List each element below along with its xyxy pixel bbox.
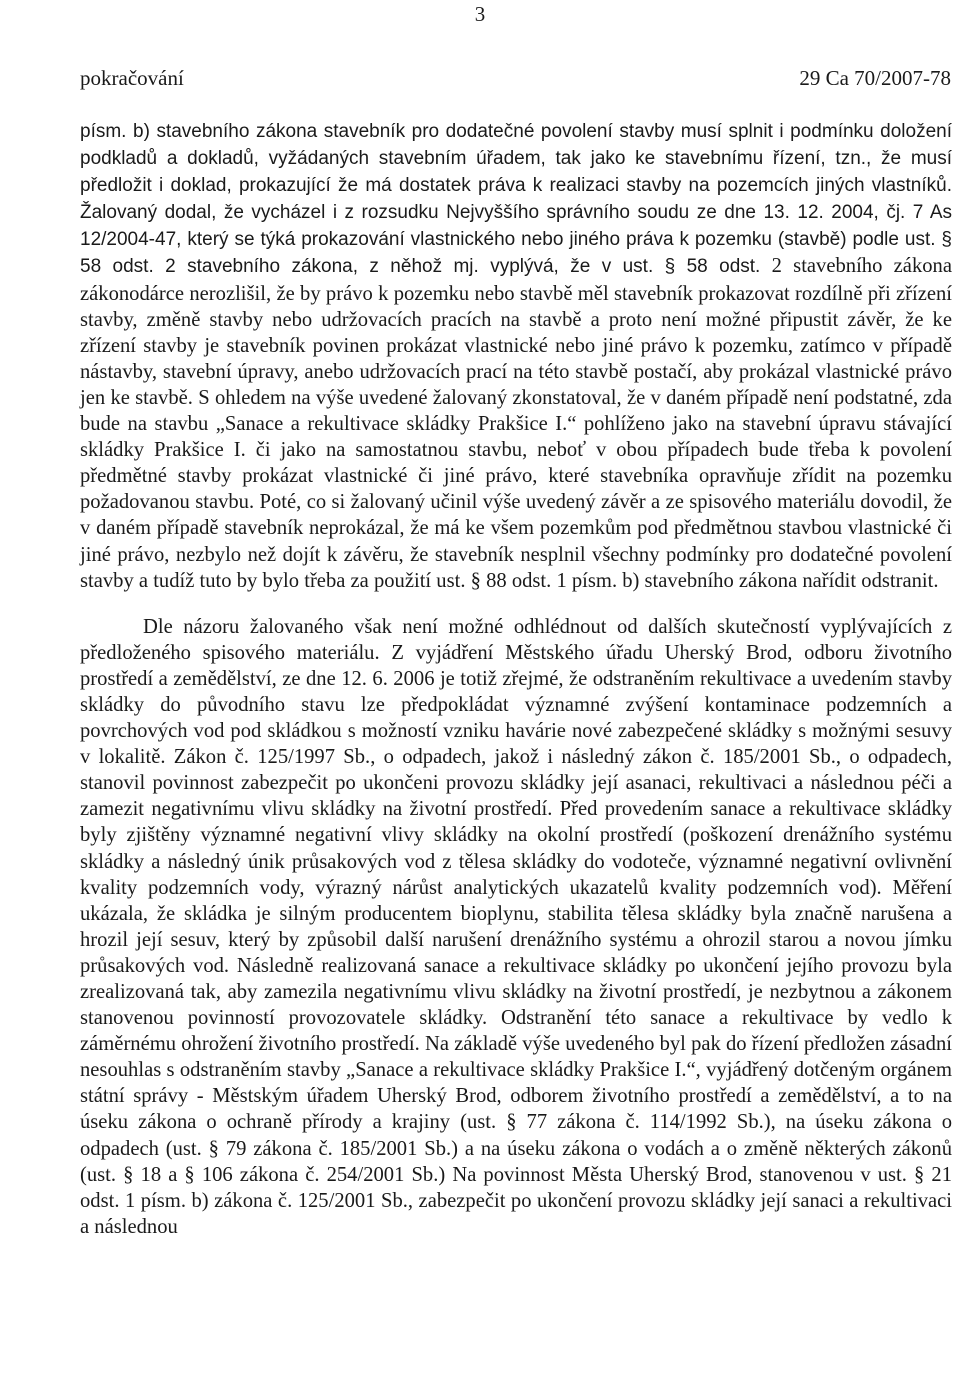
paragraph-1-part-2: 2 stavebního zákona zákonodárce nerozlišil, že by právo k pozemku nebo stavbě měl stavebník prokazovat rozdílně při zřízení stavby, změně stavby nebo udržovacích pracích na stavbě a proto není možné připustit závěr, že ke zřízení stavby je stavebník povinen prokázat vlastnické nebo jiné právo k pozemku, zatímco v případě nástavby, stavební úpravy, anebo udržovacích prací na této stavbě postačí, aby prokázal vlastnické právo jen ke stavbě. S ohledem na výše uvedené žalovaný zkonstatoval, že v daném případě není podstatné, zda bude na stavbu „Sanace a rekultivace skládky Prakšice I.“ pohlíženo jako na stavební úpravu stávající skládky Prakšice I. či jako na samostatnou stavbu, neboť v obou případech bude třeba k povolení předmětné stavby prokázat vlastnické či jiné právo, které stavebníka opravňuje zřídit na pozemku požadovanou stavbu. Poté, co si žalovaný učinil výše uvedený závěr a ze spisového materiálu dovodil, že v daném případě stavebník neprokázal, že má ke všem pozemkům pod předmětnou stavbou vlastnické či jiné právo, nezbylo než dojít k závěru, že stavebník nesplnil všechny podmínky pro dodatečné povolení stavby a tudíž tuto by bylo třeba za použití ust. § 88 odst. 1 písm. b) stavebního zákona nařídit odstranit. <box>80 255 952 592</box>
header-continuation-label: pokračování <box>80 66 184 90</box>
page-number: 3 <box>474 2 486 26</box>
paragraph-1 <box>80 118 952 594</box>
paragraph-1-part-1: písm. b) stavebního zákona stavebník pro dodatečné povolení stavby musí splnit i podmínku doložení podkladů a dokladů, vyžádaných stavebním úřadem, tak jako ke stavebnímu řízení, tzn., že musí předložit i doklad, prokazující že má dostatek práva k realizaci stavby na pozemcích jiných vlastníků. Žalovaný dodal, že vycházel i z rozsudku Nejvyššího správního soudu ze dne 13. 12. 2004, čj. 7 As 12/2004-47, který se týká prokazování vlastnického nebo jiného práva k pozemku (stavbě) podle ust. § 58 odst. 2 stavebního zákona, z něhož mj. vyplývá, že v ust. § 58 odst. <box>80 121 952 278</box>
document-body <box>80 118 952 1240</box>
case-reference-number: 29 Ca 70/2007-78 <box>799 66 951 90</box>
paragraph-2: Dle názoru žalovaného však není možné odhlédnout od dalších skutečností vyplývajících z předloženého spisového materiálu. Z vyjádření Městského úřadu Uherský Brod, odboru životního prostředí a zemědělství, ze dne 12. 6. 2006 je totiž zřejmé, že odstraněním rekultivace a uvedením stavby skládky do původního stavu lze předpokládat významné zvýšení kontaminace podzemních a povrchových vod pod skládkou s možností vzniku havárie nové zabezpečené skládky s možnými sesuvy v lokalitě. Zákon č. 125/1997 Sb., o odpadech, jakož i následný zákon č. 185/2001 Sb., o odpadech, stanovil povinnost zabezpečit po ukončeni provozu skládky její asanaci, rekultivaci a následnou péči a zamezit negativnímu vlivu skládky na životní prostředí. Před provedením sanace a rekultivace skládky byly zjištěny významné negativní vlivy skládky na okolní prostředí (poškození drenážního systému skládky a následný únik průsakových vod z tělesa skládky do vodoteče, významné negativní ovlivnění kvality podzemních vody, výrazný nárůst analytických ukazatelů kvality podzemních vod). Měření ukázala, že skládka je silným producentem bioplynu, stabilita tělesa skládky byla značně narušena a hrozil její sesuv, který by způsobil další narušení drenážního systému a ohrozil starou a novou jímku průsakových vod. Následně realizovaná sanace a rekultivace skládky po ukončení jejího provozu byla zrealizovaná tak, aby zamezila negativnímu vlivu skládky na životní prostředí, je nezbytnou a zákonem stanovenou povinností provozovatele skládky. Odstranění této sanace a rekultivace by vedlo k záměrnému ohrožení životního prostředí. Na základě výše uvedeného byl pak do řízení předložen zásadní nesouhlas s odstraněním stavby „Sanace a rekultivace skládky Prakšice I.“, vyjádřený dotčeným orgánem státní správy - Městským úřadem Uherský Brod, odborem životního prostředí a zemědělství, a to na úseku zákona o ochraně přírody a krajiny (ust. § 77 zákona č. 114/1992 Sb.), na úseku zákona o odpadech (ust. § 79 zákona č. 185/2001 Sb.) a na úseku zákona o vodách a o změně některých zákonů (ust. § 18 a § 106 zákona č. 254/2001 Sb.) Na povinnost Města Uherský Brod, stanovenou v ust. § 21 odst. 1 písm. b) zákona č. 125/2001 Sb., zabezpečit po ukončení provozu skládky její sanaci a rekultivaci a následnou <box>80 615 952 1238</box>
